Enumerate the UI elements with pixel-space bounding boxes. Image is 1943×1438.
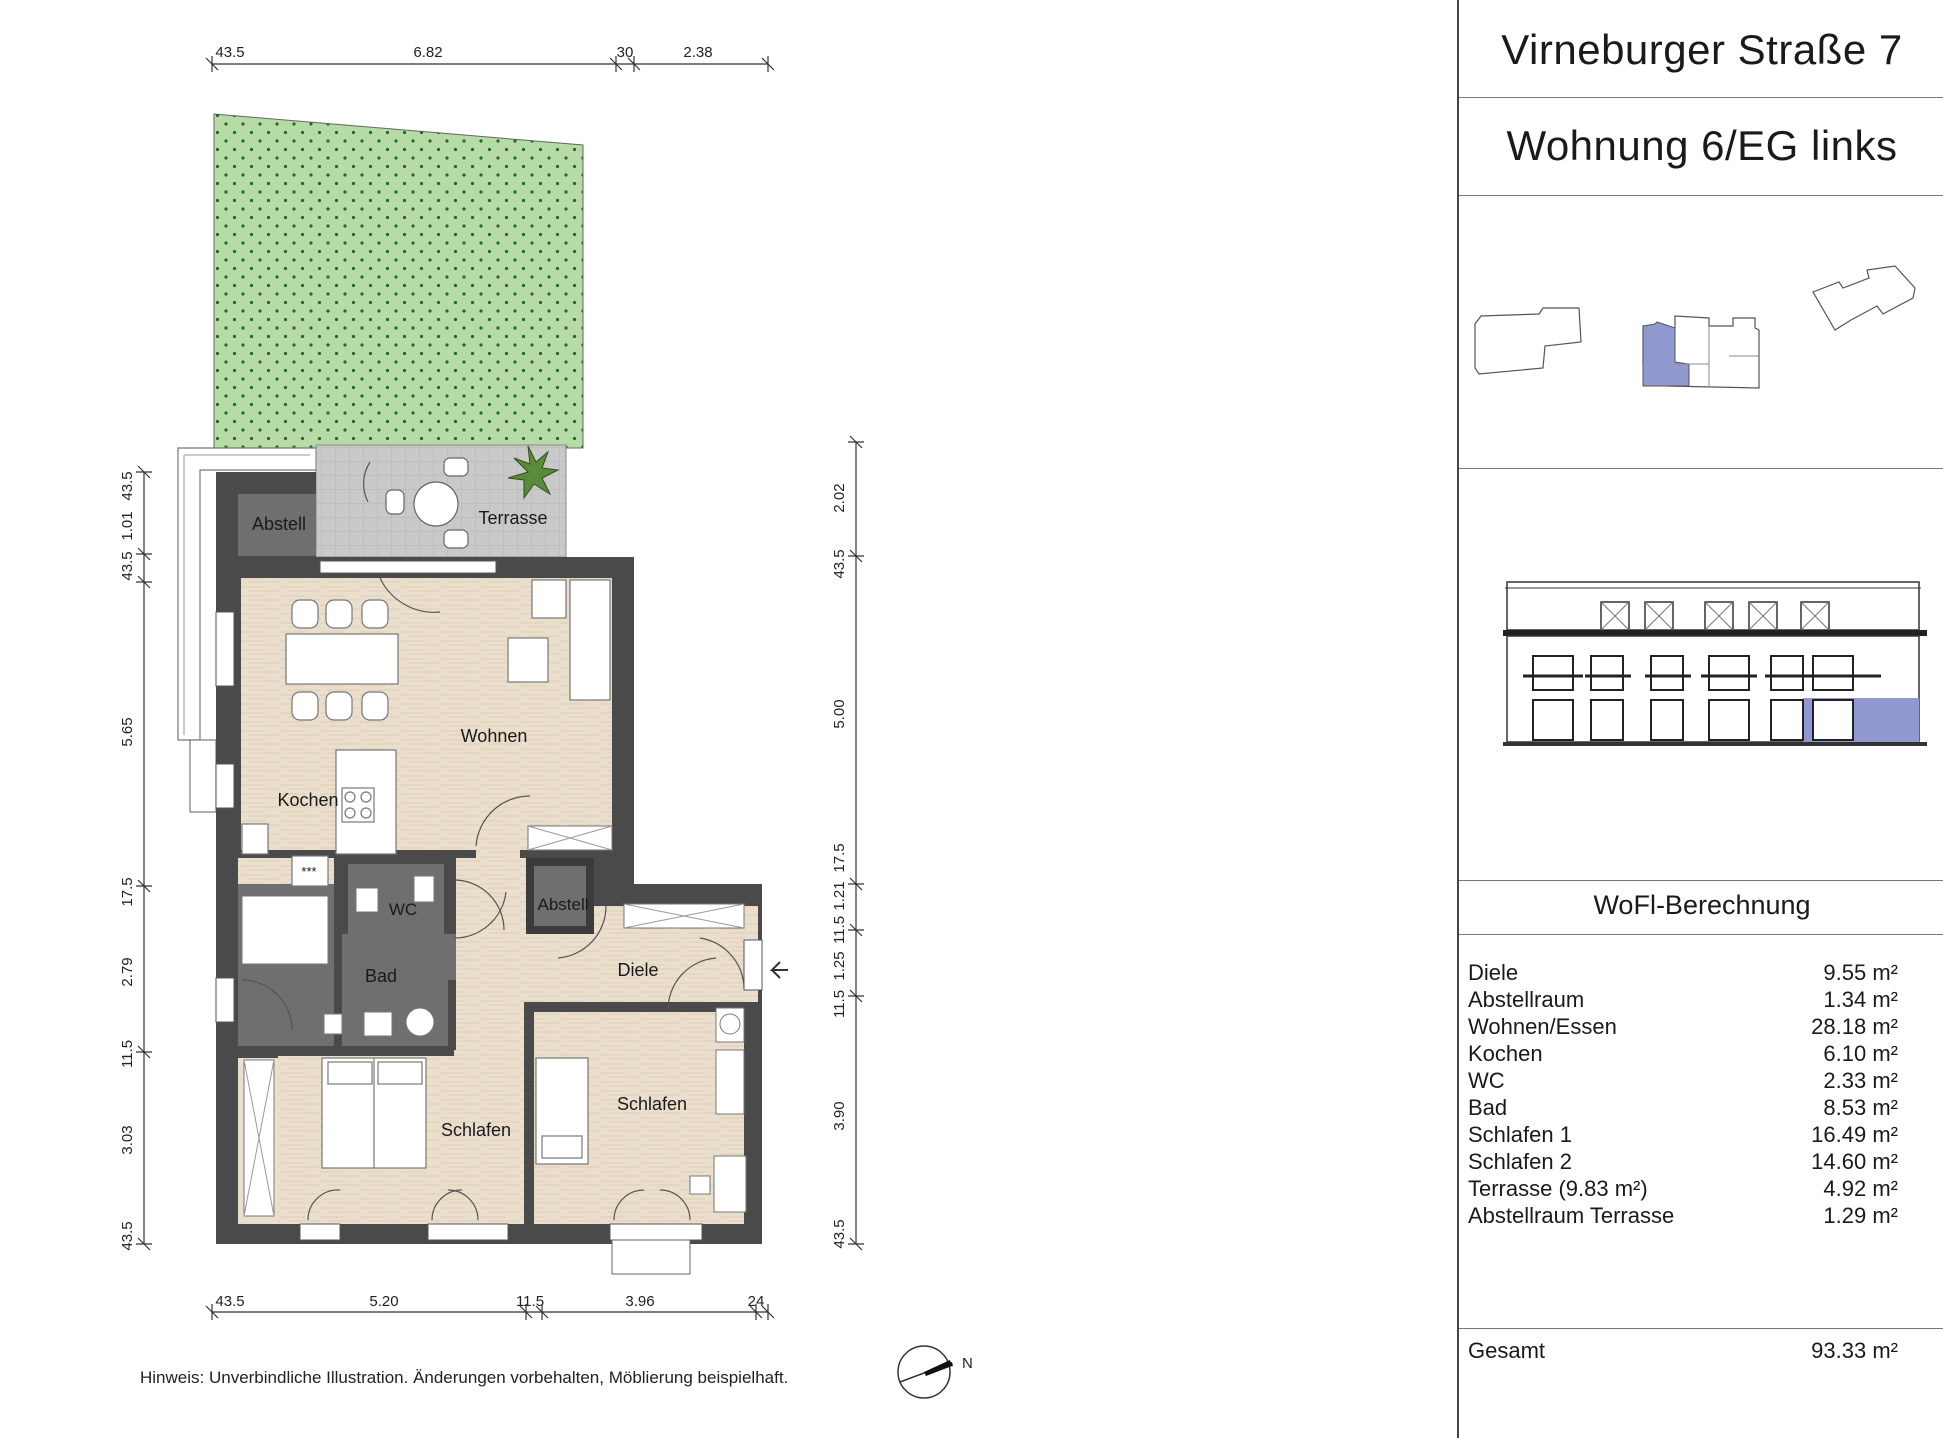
area-row: Kochen 6.10 m² [1468, 1041, 1898, 1066]
dim-right-7: 1.25 [831, 951, 848, 981]
total-value: 93.33 m² [1811, 1338, 1898, 1363]
unit-title: Wohnung 6/EG links [1506, 122, 1898, 169]
dim-top-3: 30 [616, 44, 634, 61]
room-label-diele: Diele [617, 960, 659, 980]
area-row: Schlafen 2 14.60 m² [1468, 1149, 1898, 1174]
single-bed-icon [536, 1058, 588, 1164]
room-label-abstell-mid: Abstell [537, 895, 589, 914]
dim-top-4: 2.38 [683, 44, 713, 61]
dim-right-10: 43.5 [831, 1219, 848, 1249]
room-label-wohnen: Wohnen [460, 726, 528, 746]
dim-left-4: 5.65 [119, 717, 136, 747]
area-row: Diele 9.55 m² [1468, 960, 1898, 985]
area-row: Bad 8.53 m² [1468, 1095, 1898, 1120]
room-label-wc: WC [388, 900, 418, 919]
wofi-title: WoFl-Berechnung [1593, 890, 1811, 920]
room-label-bad: Bad [364, 966, 398, 986]
area-row: Wohnen/Essen 28.18 m² [1468, 1014, 1898, 1039]
dim-left-1: 43.5 [119, 471, 136, 501]
room-label-kochen: Kochen [277, 790, 339, 810]
facade-elevation [1495, 568, 1935, 752]
bathtub-icon [242, 896, 328, 964]
total-label: Gesamt [1468, 1338, 1546, 1363]
dim-left-8: 3.03 [119, 1125, 136, 1155]
dim-right-1: 2.02 [831, 483, 848, 513]
dim-bottom-2: 5.20 [369, 1293, 399, 1310]
dim-top-2: 6.82 [413, 44, 443, 61]
double-bed-icon [322, 1058, 426, 1168]
stove-dots: *** [301, 864, 317, 879]
dim-bottom-4: 3.96 [625, 1293, 655, 1310]
dim-left-9: 43.5 [119, 1221, 136, 1251]
step [190, 740, 216, 812]
dim-top-1: 43.5 [215, 44, 245, 61]
dim-bottom-3: 11.5 [515, 1293, 545, 1310]
compass-north-label: N [962, 1355, 973, 1372]
dim-right-8: 11.5 [831, 989, 848, 1019]
room-label-schlafen-2: Schlafen [616, 1094, 688, 1114]
dining-table-icon [286, 600, 398, 720]
dim-left-2: 1.01 [119, 511, 136, 541]
area-total-row [1468, 1338, 1898, 1365]
area-row: Abstellraum 1.34 m² [1468, 987, 1898, 1012]
dim-bottom-1: 43.5 [215, 1293, 245, 1310]
area-row: Schlafen 1 16.49 m² [1468, 1122, 1898, 1147]
dim-left-6: 2.79 [119, 957, 136, 987]
dim-left-5: 17.5 [119, 877, 136, 907]
address-title: Virneburger Straße 7 [1501, 26, 1903, 73]
dim-right-6: 11.5 [831, 915, 848, 945]
dim-left-7: 11.5 [119, 1039, 136, 1069]
dim-right-2: 43.5 [831, 549, 848, 579]
area-row: Abstellraum Terrasse 1.29 m² [1468, 1203, 1898, 1228]
dim-right-4: 17.5 [831, 843, 848, 873]
room-label-terrasse: Terrasse [478, 508, 548, 528]
site-plan-keymap [1459, 196, 1943, 468]
dim-left-3: 43.5 [119, 551, 136, 581]
info-panel [1457, 0, 1943, 1438]
dim-right-5: 1.21 [831, 881, 848, 911]
area-row: WC 2.33 m² [1468, 1068, 1898, 1093]
disclaimer-note: Hinweis: Unverbindliche Illustration. Änderungen vorbehalten, Möblierung beispielhaft. [140, 1368, 789, 1387]
entrance-arrow-icon [772, 962, 788, 978]
room-label-schlafen-1: Schlafen [440, 1120, 512, 1140]
dim-right-3: 5.00 [831, 699, 848, 729]
room-label-abstell-terrace: Abstell [251, 514, 307, 534]
dim-bottom-5: 24 [747, 1293, 765, 1310]
dim-right-9: 3.90 [831, 1101, 848, 1131]
compass-icon [898, 1346, 953, 1398]
area-row: Terrasse (9.83 m²) 4.92 m² [1468, 1176, 1898, 1201]
